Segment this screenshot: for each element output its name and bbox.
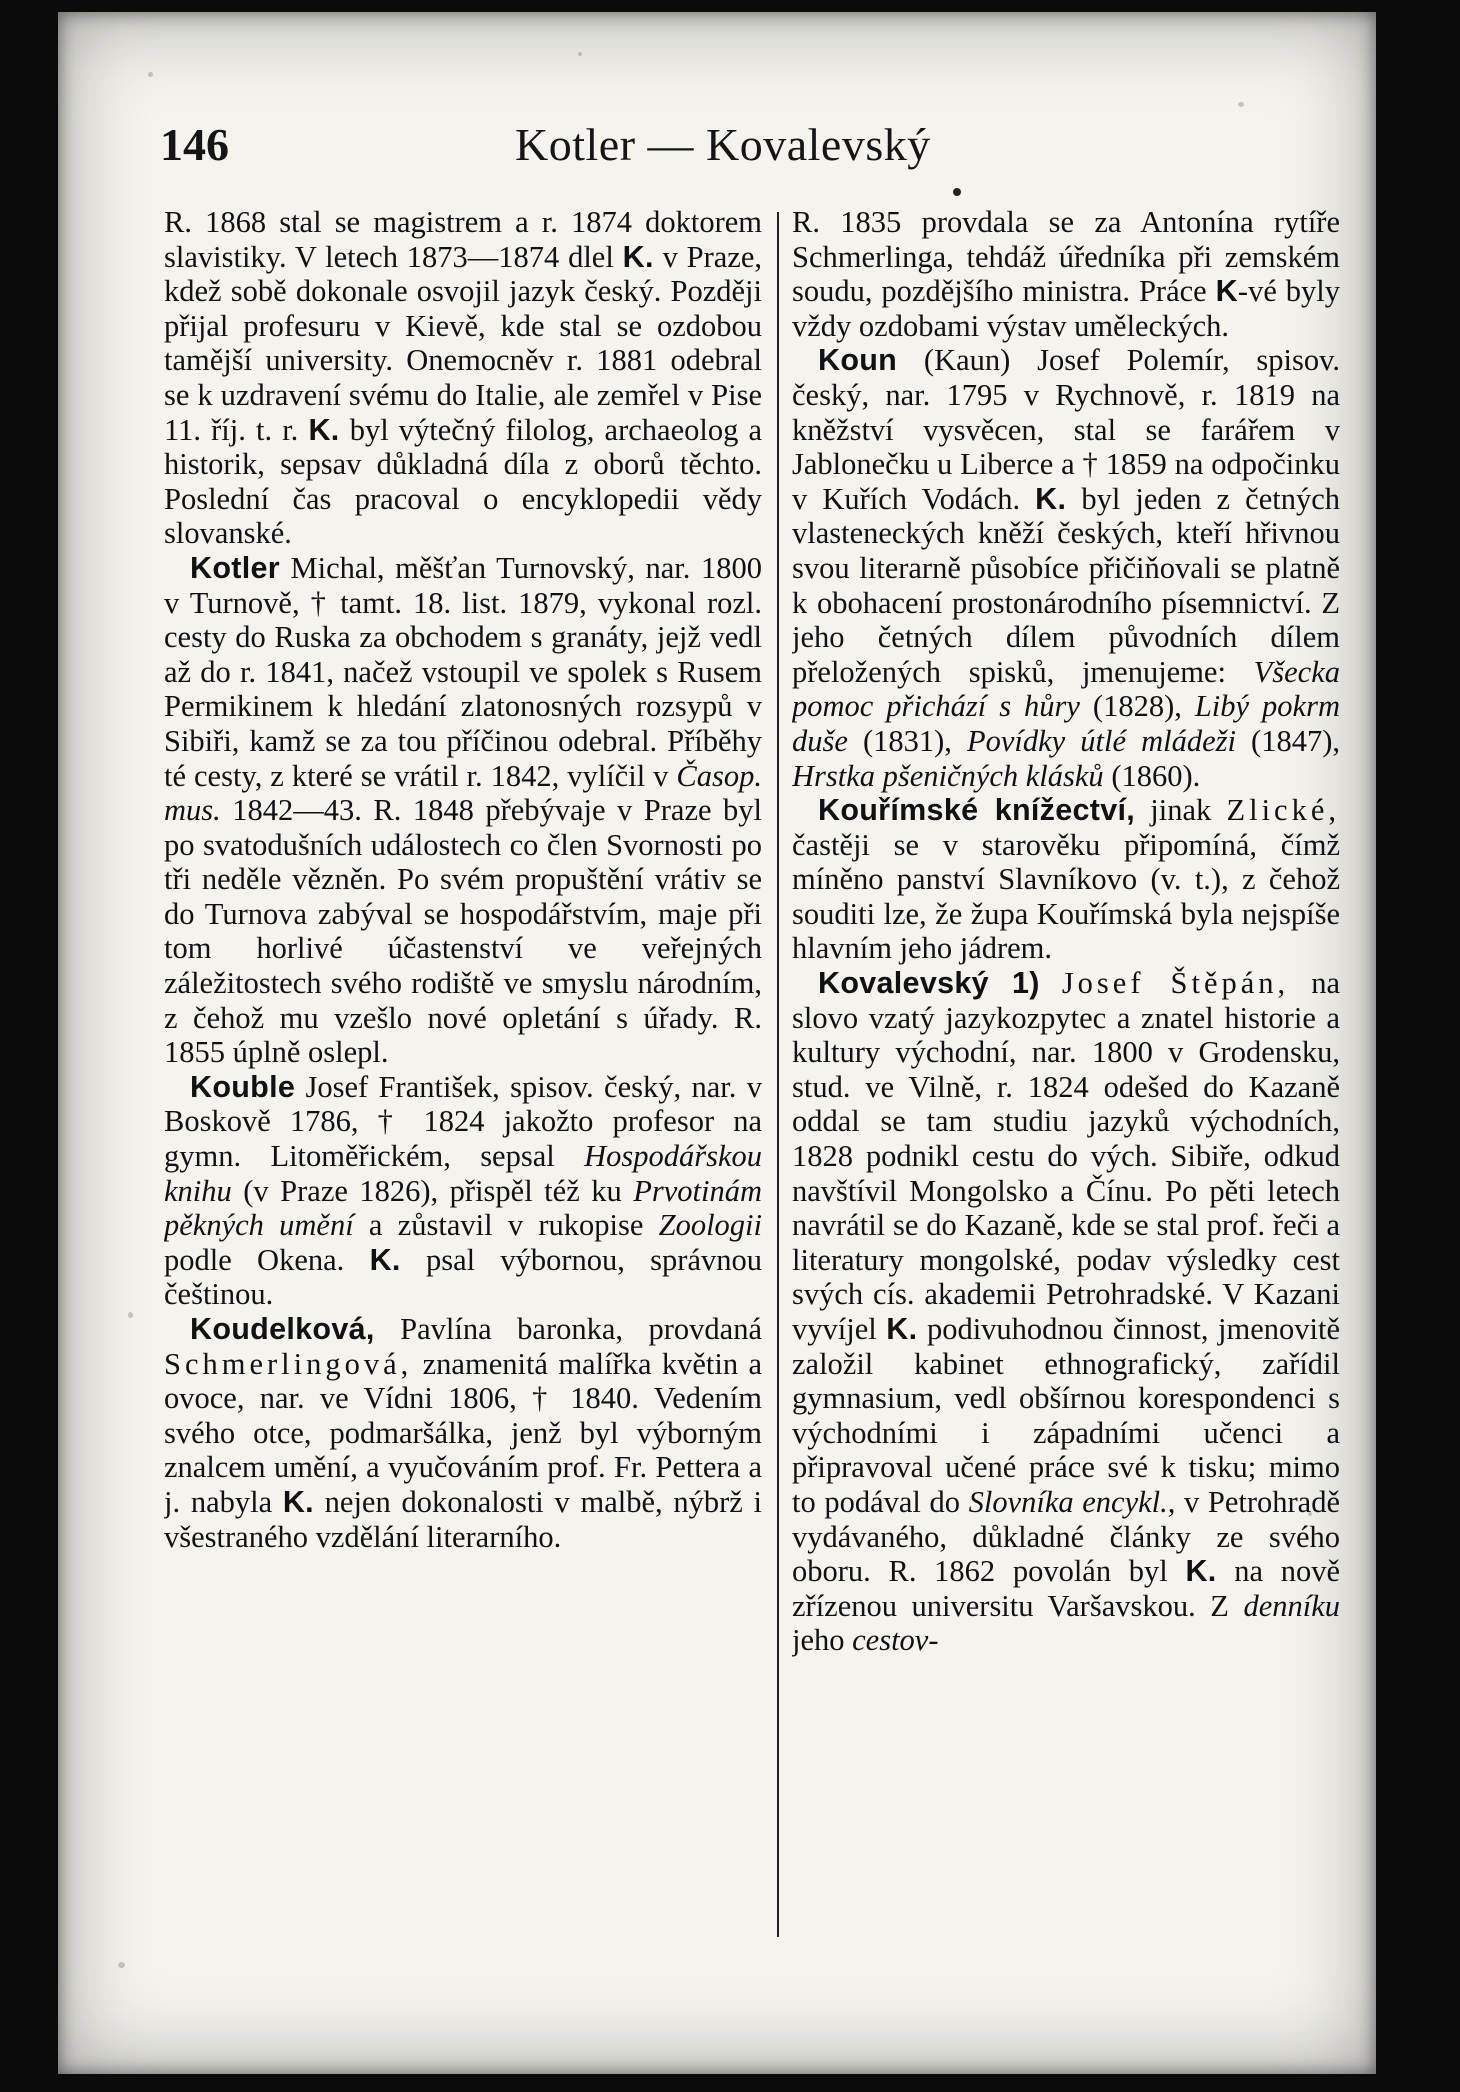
page-number: 146 (160, 119, 229, 170)
page-header (160, 118, 1165, 178)
right-column (792, 205, 1340, 1935)
paper-speck (148, 72, 153, 77)
entry-kouble: Kouble Josef František, spisov. český, nar. v Boskově 1786, † 1824 jakožto profesor na gymn. Litoměřickém, sepsal Hospodářskou knihu (v Praze 1826), přispěl též ku Prvotinám pěkných umění a zůstavil v rukopise Zoologii podle Okena. K. psal výbornou, správnou češtinou. (164, 1069, 762, 1312)
print-mark (953, 188, 961, 196)
entry-kovalevsky: Kovalevský 1) Josef Štěpán, na slovo vzatý jazykozpytec a znatel historie a kultury východní, nar. 1800 v Grodensku, stud. ve Vilně, r. 1824 odešed do Kazaně oddal se tam studiu jazyků východních, 1828 podnikl cestu do vých. Sibiře, odkud navštívil Mongolsko a Čínu. Po pěti letech navrátil se do Kazaně, kde se stal prof. řeči a literatury mongolské, podav výsledky cest svých cís. akademii Petrohradské. V Kazani vyvíjel K. podivuhodnou činnost, jmenovitě založil kabinet ethnografický, zařídil gymnasium, vedl obšírnou korespondenci s východními i západními učenci a připravoval učené práce své k tisku; mimo to podával do Slovníka encykl., v Petrohradě vydávaného, důkladné články ze svého oboru. R. 1862 povolán byl K. na nově zřízenou universitu Varšavskou. Z denníku jeho cestov- (792, 966, 1340, 1658)
entry-kotler: Kotler Michal, měšťan Turnovský, nar. 1800 v Turnově, † tamt. 18. list. 1879, vykonal rozl. cesty do Ruska za obchodem s granáty, jejž vedl až do r. 1841, načež vstoupil ve spolek s Rusem Permikinem k hledání zlatonosných rozsypů v Sibiři, kamž se za tou příčinou odebral. Příběhy té cesty, z které se vrátil r. 1842, vylíčil v Časop. mus. 1842—43. R. 1848 přebývaje v Praze byl po svatodušních událostech co člen Svornosti po tři neděle vězněn. Po svém propuštění vrátiv se do Turnova zabýval se hospodářstvím, maje při tom horlivé účastenství ve veřejných záležitostech svého rodiště ve smyslu národním, z čehož mu vzešlo nové opletání s úřady. R. 1855 úplně oslepl. (164, 550, 762, 1070)
entry-continuation: R. 1835 provdala se za Antonína rytíře Schmerlinga, tehdáž úředníka při zemském soudu, pozdějšího ministra. Práce K-vé byly vždy ozdobami výstav uměleckých. (792, 205, 1340, 343)
paper-speck (128, 1312, 133, 1318)
paper-speck (1238, 102, 1244, 107)
headword: Kotler (190, 550, 280, 585)
paper-speck (118, 1962, 125, 1968)
entry-kourimske: Kouřímské knížectví, jinak Zlické, častěji se v starověku připomíná, čímž míněno panství Slavníkovo (v. t.), z čehož souditi lze, že župa Kouřímská byla nejspíše hlavním jeho jádrem. (792, 793, 1340, 966)
headword: Kouřímské knížectví, (818, 793, 1136, 828)
running-title: Kotler — Kovalevský (515, 119, 931, 170)
headword: Koun (818, 343, 898, 378)
headword: Kovalevský 1) (818, 966, 1040, 1001)
column-divider (777, 212, 779, 1937)
paper-speck (578, 52, 582, 56)
entry-koun: Koun (Kaun) Josef Polemír, spisov. český, nar. 1795 v Rychnově, r. 1819 na kněžství vysvěcen, stal se farářem v Jablonečku u Liberce a † 1859 na odpočinku v Kuřích Vodách. K. byl jeden z četných vlasteneckých kněží českých, kteří hřivnou svou literarně působíce přičiňovali se platně k obohacení prostonárodního písemnictví. Z jeho četných dílem původních dílem přeložených spisků, jmenujeme: Všecka pomoc přichází s hůry (1828), Libý pokrm duše (1831), Povídky útlé mládeži (1847), Hrstka pšeničných klásků (1860). (792, 343, 1340, 793)
entry-continuation: R. 1868 stal se magistrem a r. 1874 doktorem slavistiky. V letech 1873—1874 dlel K. v Praze, kdež sobě dokonale osvojil jazyk český. Později přijal profesuru v Kievě, kde stal se ozdobou tamější university. Onemocněv r. 1881 odebral se k uzdravení svému do Italie, ale zemřel v Pise 11. říj. t. r. K. byl výtečný filolog, archaeolog a historik, sepsav důkladná díla z oborů těchto. Poslední čas pracoval o encyklopedii vědy slovanské. (164, 205, 762, 551)
headword: Kouble (190, 1069, 296, 1104)
entry-koudelkova: Koudelková, Pavlína baronka, provdaná Schmerlingová, znamenitá malířka květin a ovoce, nar. ve Vídni 1806, † 1840. Vedením svého otce, podmaršálka, jenž byl výborným znalcem umění, a vyučováním prof. Fr. Pettera a j. nabyla K. nejen dokonalosti v malbě, nýbrž i všestraného vzdělání literarního. (164, 1312, 762, 1554)
left-column (164, 205, 762, 1935)
headword: Koudelková, (190, 1312, 375, 1346)
